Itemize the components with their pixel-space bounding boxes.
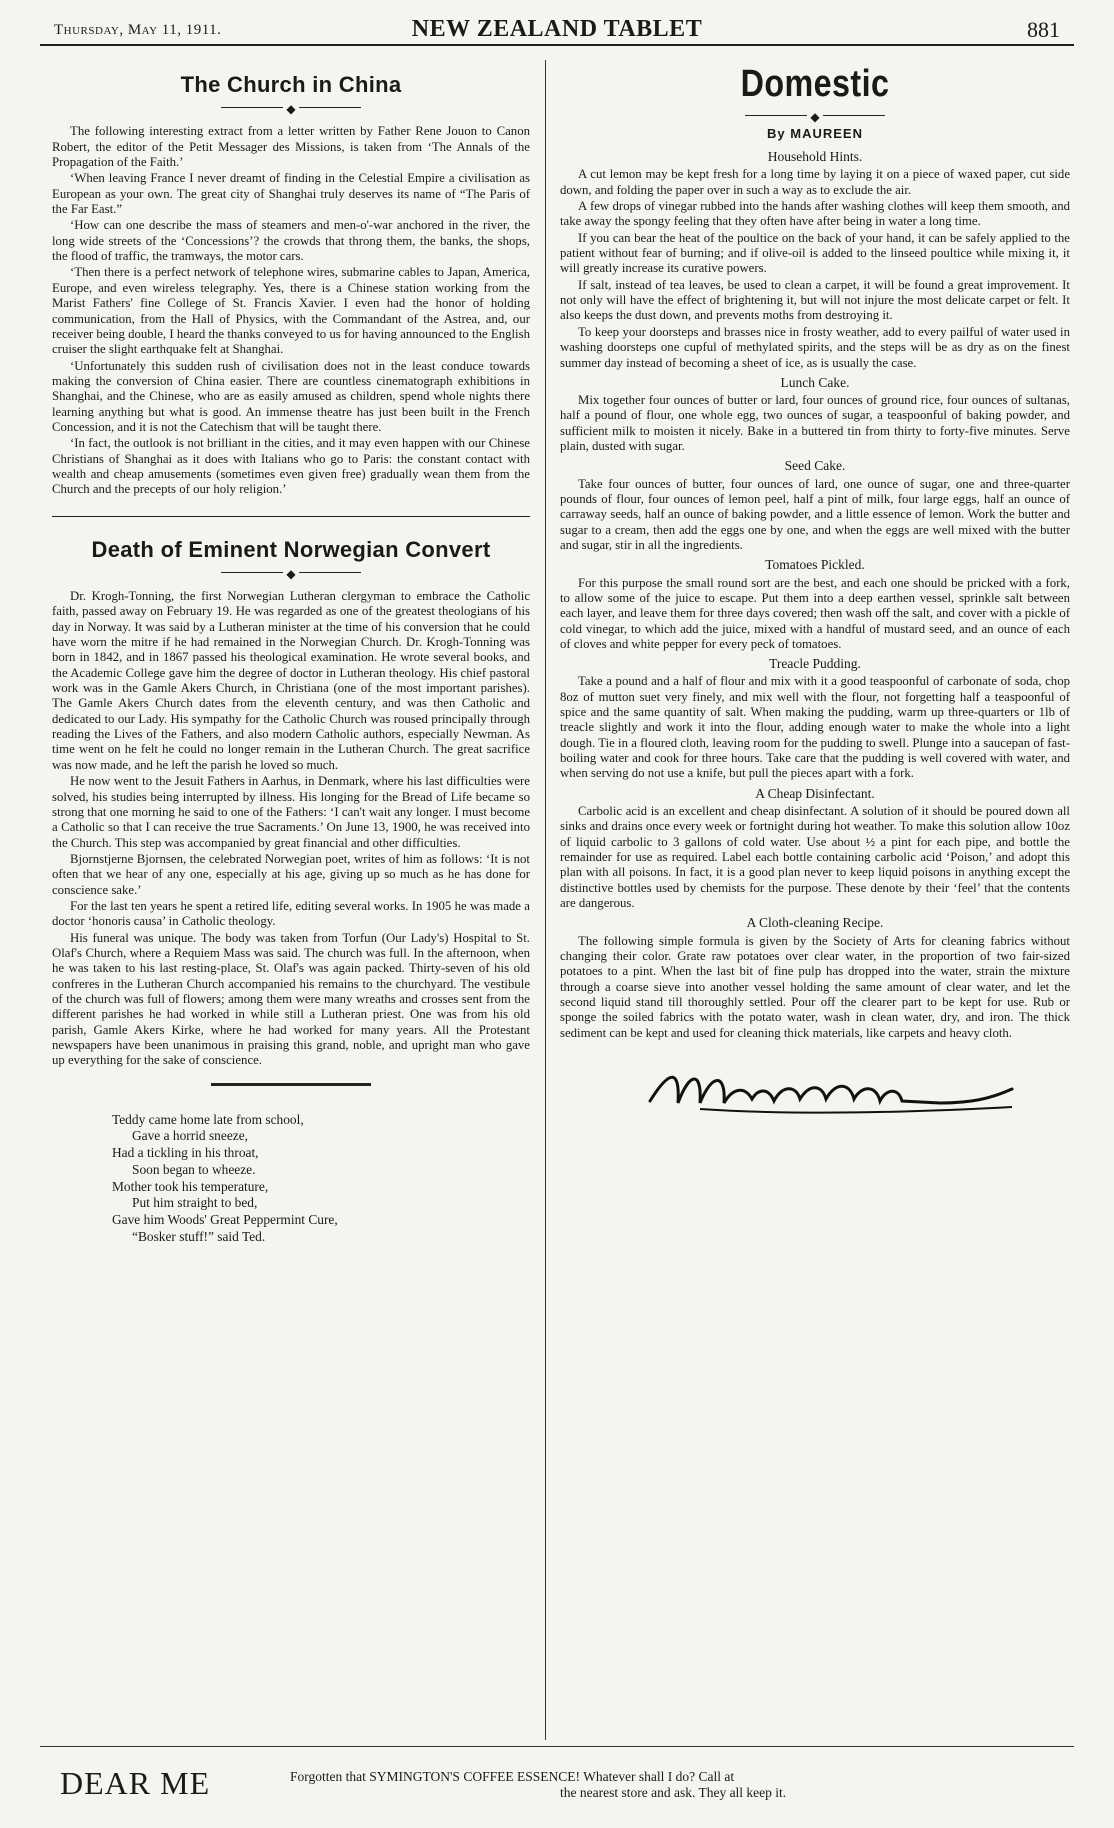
section-heading: Tomatoes Pickled. <box>765 557 865 573</box>
article-paragraph: ‘In fact, the outlook is not brilliant in the cities, and it may even happen with our Chinese Christians of Shanghai as it does with Italians who go to Paris: the constant contact with wealth and cheap amusements (sometimes even given free) gradually wean them from the Church and the precepts of our holy religion.’ <box>52 436 530 497</box>
poem-line: Gave him Woods' Great Peppermint Cure, <box>112 1212 338 1228</box>
advert-poem <box>112 1112 530 1246</box>
domestic-section-tomatoes <box>560 557 1070 652</box>
article-paragraph: His funeral was unique. The body was taken from Torfun (Our Lady's) Hospital to St. Olaf's Church, where a Requiem Mass was said. The church was full. In the afternoon, when he was taken to his last resting-place, St. Olaf's was again packed. Thirty-seven of his old confreres in the Lutheran Church accompanied his remains to the churchyard. The vestibule of the church was full of flowers; among them were many wreaths and crosses sent from the different parishes he had worked in while still a Lutheran priest. One was from his old parish, Gamle Akers Kirke, where he had worked for many years. All the Protestant newspapers have been unanimous in praising this grand, noble, and upright man who gave up everything for the sake of conscience. <box>52 930 530 1068</box>
article-church-china <box>52 124 530 497</box>
section-heading: A Cheap Disinfectant. <box>755 785 875 801</box>
title-ornament: ◆ <box>221 102 361 112</box>
article-paragraph: ‘Then there is a perfect network of telephone wires, submarine cables to Japan, America, Europe, and even wireless telegraphy. Yes, there is a Chinese station working from the Marist Fathers' fine College of St. Francis Xavier. I even had the honor of holding communication, from the Hall of Physics, with the Commandant of the Astrea, and, our receiver being double, I heard the thanks conveyed to us for having announced to the English cruiser the slight earthquake felt at Shanghai. <box>52 265 530 357</box>
article-paragraph: Dr. Krogh-Tonning, the first Norwegian Lutheran clergyman to embrace the Catholic faith, passed away on February 19. He was regarded as one of the greatest theologians of his day in Norway. It was said by a Lutheran minister at the time of his conversion that he could have worn the mitre if he had remained in the Norwegian Church. Dr. Krogh-Tonning was born in 1842, and in 1867 passed his theological examination. He wrote several books, and the Academic College gave him the degree of doctor in Lutheran theology. His chief pastoral work was in the Gamle Akers Church, in Christiana (one of the most important parishes). The Gamle Akers Church dates from the eleventh century, and was then Catholic and dedicated to our Lady. His sympathy for the Catholic Church was roused principally through reading the Lives of the Fathers, and also modern Catholic authors, especially Newman. As time went on he felt he could no longer remain in the Lutheran Church. The great sacrifice was now made, and he left the parish he loved so much. <box>52 589 530 772</box>
section-paragraph: If salt, instead of tea leaves, be used to clean a carpet, it will be found a great improvement. It not only will have the effect of brightening it, but will not injure the most delicate carpet or felt. It also keeps the dust down, and prevents moths from destroying it. <box>560 277 1070 323</box>
poem-line: Mother took his temperature, <box>112 1178 269 1194</box>
poem-line: “Bosker stuff!” said Ted. <box>132 1228 266 1244</box>
article-paragraph: The following interesting extract from a letter written by Father Rene Jouon to Canon Robert, the editor of the Petit Messager des Missions, is taken from ‘The Annals of the Propagation of the Faith.’ <box>52 124 530 170</box>
poem-line: Soon began to wheeze. <box>132 1161 256 1177</box>
article-paragraph: ‘How can one describe the mass of steamers and men-o'-war anchored in the river, the long wide streets of the ‘Concessions’? the crowds that throng them, the banks, the shops, the flood of traffic, the tramways, the motor cars. <box>52 218 530 264</box>
section-paragraph: Carbolic acid is an excellent and cheap disinfectant. A solution of it should be poured down all sinks and drains once every week or fortnight during hot weather. To make this solution allow 10oz of liquid carbolic to 3 gallons of cold water. Use about ½ a pint for each pipe, and bottle the remainder for use as required. Label each bottle containing carbolic acid ‘Poison,’ and adopt this plan with all poisons. In fact, it is a good plan never to keep liquid poisons in anything except the distinctive bottles used by chemists for the purpose. These denote by their ‘feel’ that the contents are dangerous. <box>560 804 1070 911</box>
domestic-section-cloth-cleaning <box>560 915 1070 1041</box>
domestic-section-lunch-cake <box>560 375 1070 455</box>
article-paragraph: He now went to the Jesuit Fathers in Aarhus, in Denmark, where his last difficulties were solved, his studies being interrupted by illness. His longing for the Bread of Life became so strong that one morning he said to one of the Fathers: ‘I can't wait any longer. I must become a Catholic so that I can receive the true Sacraments.’ On June 13, 1900, he was received into the Church. This step was accompanied by great financial and other difficulties. <box>52 774 530 850</box>
domestic-title: Domestic <box>740 63 890 105</box>
article-paragraph: ‘When leaving France I never dreamt of finding in the Celestial Empire a civilisation as European as your own. The great city of Shanghai truly deserves its name of “The Paris of the Far East.” <box>52 171 530 217</box>
article-title-church-china: The Church in China <box>180 72 402 97</box>
section-heading: Household Hints. <box>767 149 863 165</box>
domestic-section-disinfectant <box>560 786 1070 912</box>
masthead-title: NEW ZEALAND TABLET <box>411 16 703 42</box>
article-paragraph: For the last ten years he spent a retired life, editing several works. In 1905 he was made a doctor ‘honoris causa’ in Catholic theology. <box>52 898 530 929</box>
column-divider <box>545 60 546 1740</box>
article-paragraph: ‘Unfortunately this sudden rush of civilisation does not in the least conduce towards making the conversion of China easier. There are countless cinematograph exhibitions in Shanghai, and the Chinese, who are as easily amused as children, spend whole nights there learning anything but what is good. An immense theatre has just been built in the French Concession, and it is not the Catechism that will be taught there. <box>52 358 530 434</box>
article-norwegian <box>52 589 530 1069</box>
issue-date: Thursday, May 11, 1911. <box>54 22 222 38</box>
byline: By MAUREEN <box>767 125 863 141</box>
poem-line: Had a tickling in his throat, <box>112 1145 259 1161</box>
section-paragraph: A cut lemon may be kept fresh for a long time by laying it on a piece of waxed paper, cut side down, and folding the paper over in such a way as to exclude the air. <box>560 167 1070 197</box>
poem-line: Gave a horrid sneeze, <box>132 1128 248 1144</box>
page-number: 881 <box>1027 17 1060 42</box>
poem-divider <box>211 1083 371 1086</box>
section-paragraph: Take four ounces of butter, four ounces of lard, one ounce of sugar, one and three-quarter pounds of flour, four ounces of lemon peel, half a pint of milk, four large eggs, half an ounce of carraway seeds, half an ounce of baking powder, and a little essence of lemon. Work the butter and sugar to a cream, then add the eggs one by one, and when the eggs are well mixed with the butter and sugar, stir in all the ingredients. <box>560 476 1070 552</box>
section-heading: Treacle Pudding. <box>769 656 861 672</box>
article-title-norwegian: Death of Eminent Norwegian Convert <box>91 536 491 562</box>
section-paragraph: Mix together four ounces of butter or lard, four ounces of ground rice, four ounces of sultanas, half a pound of flour, one whole egg, two ounces of sugar, a teaspoonful of baking powder, and sufficient milk to moisten it nicely. Bake in a buttered tin from thirty to forty-five minutes. Serve plain, dusted with sugar. <box>560 393 1070 454</box>
section-paragraph: For this purpose the small round sort are the best, and each one should be pricked with a fork, to allow some of the juice to escape. Put them into a deep earthen vessel, sprinkle salt between each layer, and leave them for three days covered; then wash off the salt, and cover with a pickle of cold vinegar, to which add the juice, mixed with a handful of mustard seed, and an ounce of each of cloves and white pepper for every peck of tomatoes. <box>560 575 1070 651</box>
left-column <box>52 72 530 1246</box>
section-paragraph: Take a pound and a half of flour and mix with it a good teaspoonful of carbonate of soda, chop 8oz of mutton suet very finely, and mix well with the flour, not forgetting half a teaspoonful of spice and the same quantity of salt. When making the pudding, warm up three-quarters or 1lb of treacle slightly and work it into the flour, adding enough water to make the whole into a light dough. Tie in a floured cloth, leaving room for the pudding to swell. Plunge into a saucepan of fast-boiling water and cook for three hours. Take care that the pudding is well covered with water, and when serving do not use a knife, but pull the pieces apart with a fork. <box>560 674 1070 781</box>
section-paragraph: If you can bear the heat of the poultice on the back of your hand, it can be safely applied to the patient without fear of burning; and if olive-oil is added to the linseed poultice while mixing it, it will greatly increase its curative powers. <box>560 230 1070 276</box>
advert-text-line1: Forgotten that SYMINGTON'S COFFEE ESSENCE! Whatever shall I do? Call at <box>290 1769 735 1784</box>
poem-line: Put him straight to bed, <box>132 1195 258 1211</box>
advert-text-line2: the nearest store and ask. They all keep it. <box>560 1785 787 1801</box>
domestic-section-treacle <box>560 656 1070 782</box>
title-ornament: ◆ <box>745 110 885 120</box>
coffee-advert <box>40 1746 1074 1807</box>
domestic-section-household <box>560 149 1070 371</box>
domestic-section-seed-cake <box>560 458 1070 553</box>
maureen-signature <box>640 1059 1070 1123</box>
advert-headline: DEAR ME <box>60 1765 211 1801</box>
page-header <box>40 14 1074 46</box>
section-heading: Seed Cake. <box>784 458 846 474</box>
title-ornament: ◆ <box>221 567 361 577</box>
section-divider <box>52 516 530 517</box>
section-paragraph: A few drops of vinegar rubbed into the hands after washing clothes will keep them smooth, and take away the spongy feeling that they often have after being in water a long time. <box>560 199 1070 229</box>
article-paragraph: Bjornstjerne Bjornsen, the celebrated Norwegian poet, writes of him as follows: ‘It is not often that we hear of any one, especially at his age, giving up so much as he has done for conscience sake.’ <box>52 851 530 897</box>
section-heading: A Cloth-cleaning Recipe. <box>746 915 884 931</box>
right-column <box>560 62 1070 1123</box>
section-paragraph: To keep your doorsteps and brasses nice in frosty weather, add to every pailful of water used in washing doorsteps one cupful of methylated spirits, and the steps will be as dry as on the finest summer day instead of becoming a sheet of ice, as is usually the case. <box>560 324 1070 370</box>
advert-text <box>290 1769 1030 1801</box>
section-paragraph: The following simple formula is given by the Society of Arts for cleaning fabrics without changing their color. Grate raw potatoes over clear water, in the proportion of two fair-sized potatoes to a pint. When the last bit of fine pulp has dropped into the water, strain the mixture through a coarse sieve into another vessel holding the same amount of clear water, and let the second liquid stand till thoroughly settled. Pour off the clearer part to be kept for use. Rub or sponge the soiled fabrics with the potato water, wash in clean water, dry, and iron. The thick sediment can be kept and used for cleaning thick materials, like carpets and heavy cloth. <box>560 933 1070 1040</box>
poem-line: Teddy came home late from school, <box>112 1111 304 1127</box>
section-heading: Lunch Cake. <box>780 374 850 390</box>
